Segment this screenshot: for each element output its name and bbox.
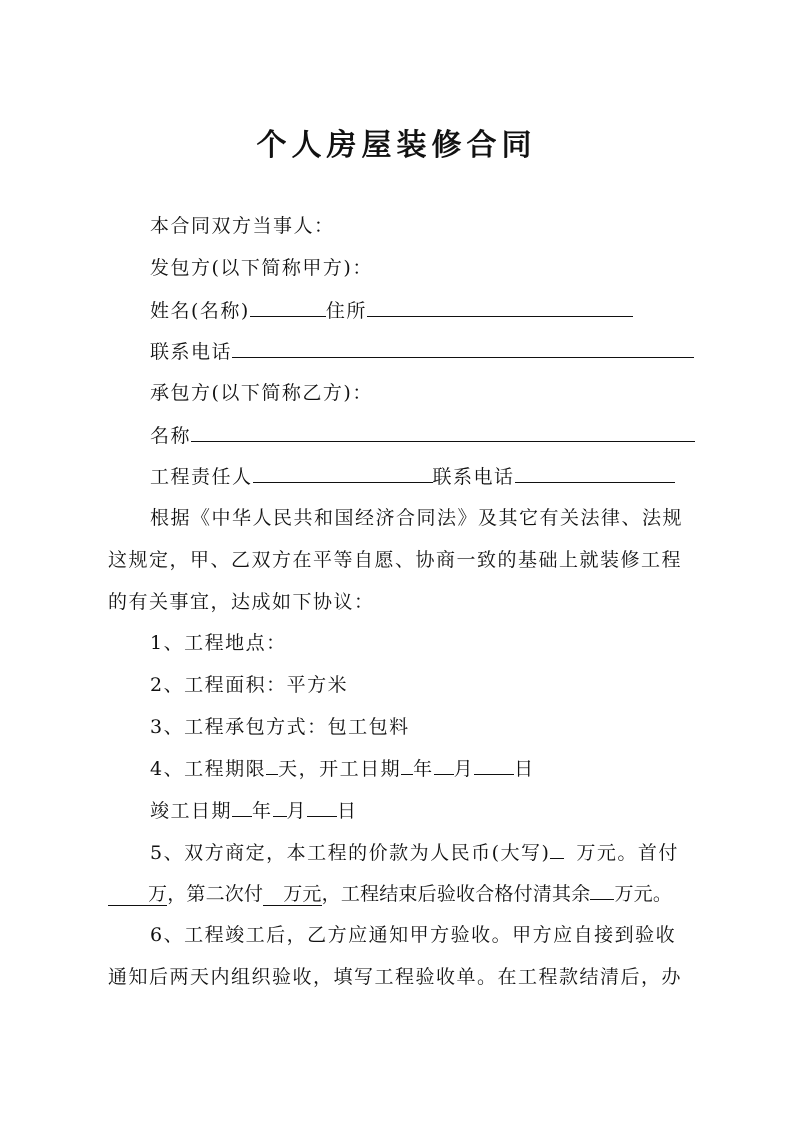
start-month-blank xyxy=(434,754,454,775)
end-year-label: 年 xyxy=(252,800,273,822)
party-b-name-row xyxy=(150,421,698,450)
days-blank xyxy=(266,754,278,775)
clause-5-first: 万元。首付 xyxy=(576,842,679,864)
completion-row xyxy=(150,796,698,825)
b-name-label: 名称 xyxy=(150,425,192,447)
second-payment-unit: 万元 xyxy=(263,883,321,906)
manager-phone-blank xyxy=(515,462,675,483)
clause-5-cont xyxy=(108,879,698,908)
phone-blank xyxy=(232,337,694,358)
party-a-phone-row xyxy=(150,337,698,366)
phone-label: 联系电话 xyxy=(150,341,233,363)
address-blank xyxy=(367,296,633,317)
clause-5-price: 5、双方商定，本工程的价款为人民币(大写) xyxy=(150,842,551,864)
clause-5 xyxy=(150,838,698,867)
party-b-line: 承包方(以下简称乙方)： xyxy=(150,382,373,404)
clause-4-term: 4、工程期限 xyxy=(150,758,267,780)
clause-3: 3、工程承包方式：包工包料 xyxy=(150,716,410,738)
clause-4 xyxy=(150,754,698,783)
start-year-label: 年 xyxy=(413,758,434,780)
manager-blank xyxy=(253,462,433,483)
clause-4-start: 天，开工日期 xyxy=(278,758,402,780)
end-day-blank xyxy=(307,796,337,817)
start-year-blank xyxy=(401,754,413,775)
name-blank xyxy=(250,296,326,317)
end-day-label: 日 xyxy=(337,800,358,822)
start-day-blank xyxy=(474,754,514,775)
name-label: 姓名(名称) xyxy=(150,300,250,322)
start-day-label: 日 xyxy=(514,758,535,780)
end-month-label: 月 xyxy=(286,800,308,822)
preamble-line-2: 这规定，甲、乙双方在平等自愿、协商一致的基础上就装修工程 xyxy=(108,549,683,571)
clause-1: 1、工程地点： xyxy=(150,632,287,654)
party-a-name-row xyxy=(150,296,698,325)
manager-label: 工程责任人 xyxy=(150,466,253,488)
manager-row xyxy=(150,462,698,491)
first-payment-unit: 万 xyxy=(108,883,167,906)
preamble-line-3: 的有关事宜，达成如下协议： xyxy=(108,591,375,613)
clause-6: 6、工程竣工后，乙方应通知甲方验收。甲方应自接到验收 xyxy=(150,924,677,946)
balance-blank xyxy=(590,879,614,900)
page-title: 个人房屋装修合同 xyxy=(256,128,537,163)
end-month-blank xyxy=(273,796,287,817)
clause-6-cont: 通知后两天内组织验收，填写工程验收单。在工程款结清后，办 xyxy=(108,966,683,988)
balance-label: ，工程结束后验收合格付清其余 xyxy=(321,883,591,905)
manager-phone-label: 联系电话 xyxy=(432,466,515,488)
end-year-blank xyxy=(232,796,252,817)
address-label: 住所 xyxy=(325,300,367,322)
clause-2: 2、工程面积：平方米 xyxy=(150,674,349,696)
party-a-line: 发包方(以下简称甲方)： xyxy=(150,257,373,279)
completion-label: 竣工日期 xyxy=(150,800,233,822)
parties-line: 本合同双方当事人： xyxy=(150,215,335,237)
price-blank xyxy=(550,838,564,859)
balance-unit: 万元。 xyxy=(614,883,673,905)
b-name-blank xyxy=(191,421,695,442)
start-month-label: 月 xyxy=(453,758,475,780)
preamble-line-1: 根据《中华人民共和国经济合同法》及其它有关法律、法规 xyxy=(150,507,684,529)
second-payment-label: ，第二次付 xyxy=(167,883,264,905)
